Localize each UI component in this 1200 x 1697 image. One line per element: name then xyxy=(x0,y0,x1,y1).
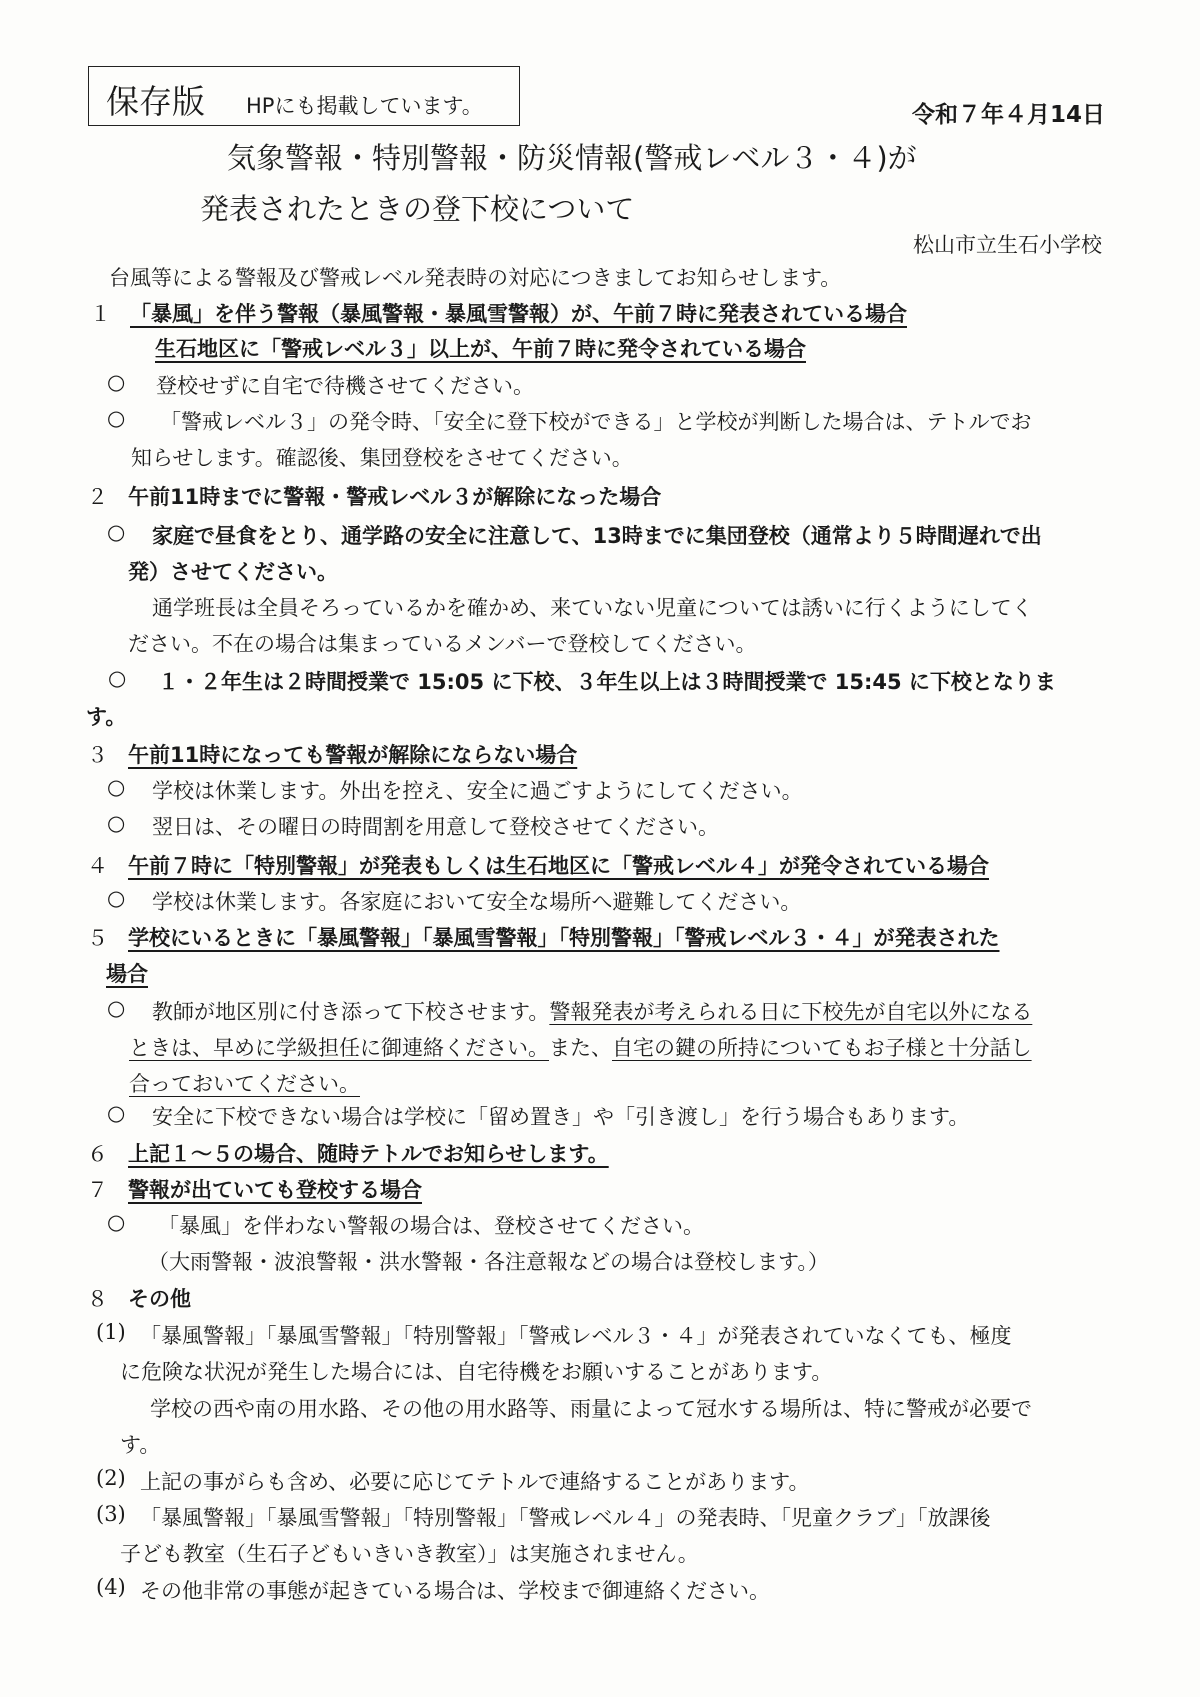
section-2-paragraph-line-1: 通学班長は全員そろっているかを確かめ、来ていない児童については誘いに行くようにしてく xyxy=(152,596,1033,620)
section-3-bullet-1-mark: ○ xyxy=(107,775,126,799)
section-8-item-1-line-2: に危険な状況が発生した場合には、自宅待機をお願いすることがあります。 xyxy=(120,1360,833,1384)
section-2-bullet-2-line-2: す。 xyxy=(86,705,127,729)
section-5-bullet-1-text-a: 教師が地区別に付き添って下校させます。 xyxy=(152,1000,550,1024)
section-8-item-3-line-1: 「暴風警報」「暴風雪警報」「特別警報」「警戒レベル４」の発表時、「児童クラブ」「放課後 xyxy=(140,1506,991,1530)
section-2-heading: 午前11時までに警報・警戒レベル３が解除になった場合 xyxy=(128,485,662,509)
section-2-number: ２ xyxy=(87,485,108,509)
section-1-bullet-2-mark: ○ xyxy=(107,406,126,430)
section-8-item-2: 上記の事がらも含め、必要に応じてテトルで連絡することがあります。 xyxy=(140,1470,810,1494)
section-4-heading: 午前７時に「特別警報」が発表もしくは生石地区に「警戒レベル４」が発令されている場合 xyxy=(128,854,989,878)
archive-label: 保存版 xyxy=(106,82,205,121)
section-1-heading-b: 生石地区に「警戒レベル３」以上が、午前７時に発令されている場合 xyxy=(155,337,806,361)
section-5-bullet-1-line-2 xyxy=(129,1032,1032,1062)
section-6-number: ６ xyxy=(87,1142,108,1166)
section-8-item-3-line-2: 子ども教室（生石子どもいきいき教室）」は実施されません。 xyxy=(120,1542,699,1566)
section-8-number: ８ xyxy=(87,1287,108,1311)
section-3-bullet-1: 学校は休業します。外出を控え、安全に過ごすようにしてください。 xyxy=(152,779,803,803)
section-8-item-1-line-1: 「暴風警報」「暴風雪警報」「特別警報」「警戒レベル３・４」が発表されていなくても、極度 xyxy=(140,1324,1012,1348)
section-7-heading: 警報が出ていても登校する場合 xyxy=(128,1178,422,1202)
section-2-bullet-2-line-1: １・２年生は２時間授業で 15:05 に下校、３年生以上は３時間授業で 15:45 に下校となりま xyxy=(158,670,1056,694)
section-4-bullet-1-mark: ○ xyxy=(107,886,126,910)
section-1-heading-a: 「暴風」を伴う警報（暴風警報・暴風雪警報）が、午前７時に発表されている場合 xyxy=(130,302,907,326)
section-7-bullet-1-note: （大雨警報・波浪警報・洪水警報・各注意報などの場合は登校します。） xyxy=(148,1250,829,1274)
section-2-bullet-2-mark: ○ xyxy=(108,666,127,690)
section-8-item-4: その他非常の事態が起きている場合は、学校まで御連絡ください。 xyxy=(140,1579,770,1603)
section-7-bullet-1: 「暴風」を伴わない警報の場合は、登校させてください。 xyxy=(158,1214,704,1238)
section-8-item-1-paragraph-line-1: 学校の西や南の用水路、その他の用水路等、雨量によって冠水する場所は、特に警戒が必要で xyxy=(150,1397,1032,1421)
section-6-heading: 上記１～５の場合、随時テトルでお知らせします。 xyxy=(128,1142,609,1166)
section-5-heading-line-2: 場合 xyxy=(106,962,148,986)
section-5-bullet-2-mark: ○ xyxy=(107,1101,126,1125)
section-1-bullet-2-line-2: 知らせします。確認後、集団登校をさせてください。 xyxy=(131,446,633,470)
section-2-bullet-1-mark: ○ xyxy=(107,520,126,544)
intro-text: 台風等による警報及び警戒レベル発表時の対応につきましてお知らせします。 xyxy=(109,266,842,290)
section-1-bullet-1-mark: ○ xyxy=(107,370,126,394)
section-5-bullet-1-text-b: また、 xyxy=(549,1036,612,1060)
section-7-number: ７ xyxy=(87,1178,108,1202)
section-5-bullet-2: 安全に下校できない場合は学校に「留め置き」や「引き渡し」を行う場合もあります。 xyxy=(152,1105,970,1129)
section-8-item-1-mark: (1) xyxy=(96,1320,126,1344)
section-5-bullet-1-mark: ○ xyxy=(107,996,126,1020)
hp-note: HPにも掲載しています。 xyxy=(246,94,483,118)
section-3-heading: 午前11時になっても警報が解除にならない場合 xyxy=(128,743,578,767)
section-2-bullet-1-line-1: 家庭で昼食をとり、通学路の安全に注意して、13時までに集団登校（通常より５時間遅れで出 xyxy=(152,524,1042,548)
document-date: 令和７年４月14日 xyxy=(911,102,1105,128)
section-1-number: １ xyxy=(90,302,111,326)
section-2-bullet-1-line-2: 発）させてください。 xyxy=(128,560,338,584)
section-8-item-3-mark: (3) xyxy=(96,1502,126,1526)
section-8-item-1-paragraph-line-2: す。 xyxy=(120,1433,161,1457)
section-7-bullet-1-mark: ○ xyxy=(107,1210,126,1234)
section-5-bullet-1-line-1a xyxy=(152,996,1032,1026)
section-4-bullet-1: 学校は休業します。各家庭において安全な場所へ避難してください。 xyxy=(152,890,802,914)
title-line-1: 気象警報・特別警報・防災情報(警戒レベル３・４)が xyxy=(227,141,917,175)
section-3-number: ３ xyxy=(87,743,108,767)
section-5-heading-line-1: 学校にいるときに「暴風警報」「暴風雪警報」「特別警報」「警戒レベル３・４」が発表された xyxy=(128,926,1000,950)
section-4-number: ４ xyxy=(87,854,108,878)
section-1-bullet-2-line-1: 「警戒レベル３」の発令時、「安全に登下校ができる」と学校が判断した場合は、テトルでお xyxy=(160,410,1032,434)
section-8-item-4-mark: (4) xyxy=(96,1575,126,1599)
title-line-2: 発表されたときの登下校について xyxy=(200,192,635,226)
section-5-bullet-1-underlined-a: 警報発表が考えられる日に下校先が自宅以外になる xyxy=(549,1000,1033,1024)
section-8-heading: その他 xyxy=(128,1287,191,1311)
section-1-bullet-1: 登校せずに自宅で待機させてください。 xyxy=(156,374,534,398)
section-5-bullet-1-underlined-b: ときは、早めに学級担任に御連絡ください。 xyxy=(129,1036,549,1060)
section-5-number: ５ xyxy=(87,926,108,950)
section-3-bullet-2: 翌日は、その曜日の時間割を用意して登校させてください。 xyxy=(152,815,719,839)
section-5-bullet-1-line-3: 合っておいてください。 xyxy=(129,1072,360,1096)
school-name: 松山市立生石小学校 xyxy=(913,233,1102,257)
section-3-bullet-2-mark: ○ xyxy=(107,811,126,835)
section-5-bullet-1-underlined-c: 自宅の鍵の所持についてもお子様と十分話し xyxy=(612,1036,1032,1060)
section-8-item-2-mark: (2) xyxy=(96,1466,126,1490)
section-2-paragraph-line-2: ださい。不在の場合は集まっているメンバーで登校してください。 xyxy=(128,632,757,656)
